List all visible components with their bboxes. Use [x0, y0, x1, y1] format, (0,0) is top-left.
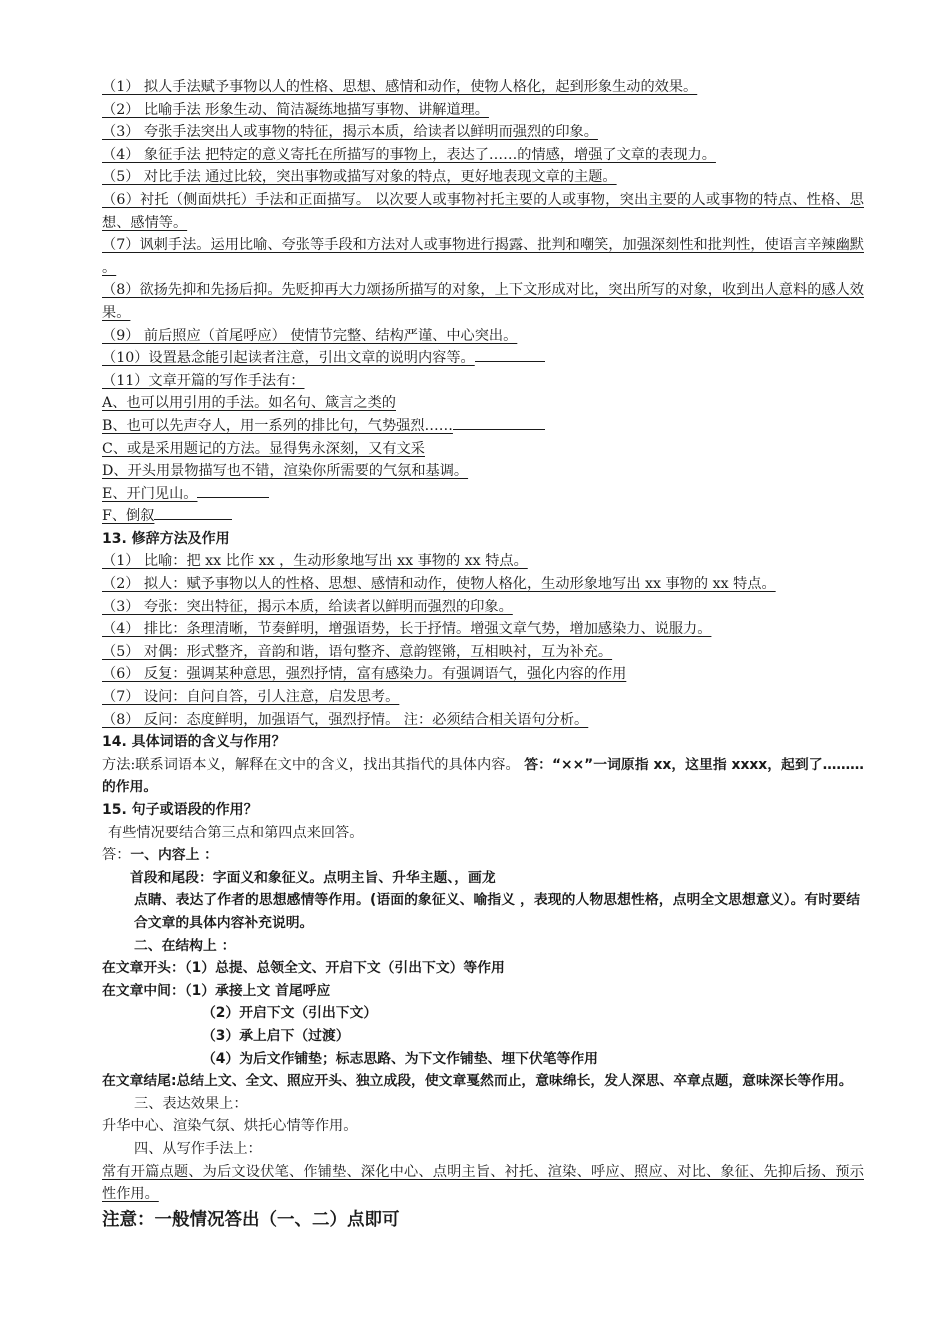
opening-text: （1）总提、总领全文、开启下文（引出下文）等作用: [184, 960, 505, 977]
answer-label: 答：: [102, 847, 131, 864]
rhetoric-item: （5） 对偶：形式整齐，音韵和谐，语句整齐、意韵铿锵，互相映衬，互为补充。: [102, 643, 613, 660]
section-15-title: 15. 句子或语段的作用？: [102, 802, 258, 818]
ending-block: [102, 1070, 864, 1093]
middle-item: （1）承接上文 首尾呼应: [184, 982, 331, 999]
blank-underline: [453, 415, 545, 430]
technique-item: （10）设置悬念能引起读者注意，引出文章的说明内容等。: [102, 350, 475, 367]
structure-heading: 二、在结构上 ：: [134, 937, 236, 954]
technique-item: （8）欲扬先抑和先扬后抑。先贬抑再大力颂扬所描写的对象，上下文形成对比，突出所写的对象，收到出人意料的感人效果。: [102, 282, 864, 321]
technique-heading: 四、从写作手法上：: [134, 1140, 262, 1157]
middle-item: （3）承上启下（过渡）: [202, 1027, 350, 1044]
opening-label: 在文章开头：: [102, 960, 185, 977]
blank-underline: [154, 505, 232, 520]
document-page: [102, 76, 864, 1231]
blank-underline: [475, 347, 545, 362]
content-text: 首段和尾段：字面义和象征义。点明主旨、升华主题、，画龙: [130, 869, 496, 886]
section-14-body: [102, 754, 864, 799]
technique-item: （7）讽刺手法。运用比喻、夸张等手段和方法对人或事物进行揭露、批判和嘲笑，加强深刻性和批判性，使语言辛辣幽默 。: [102, 237, 864, 276]
technique-item: （4） 象征手法 把特定的意义寄托在所描写的事物上，表达了……的情感，增强了文章的表现力。: [102, 146, 716, 163]
middle-label: 在文章中间：: [102, 982, 185, 999]
technique-item: （3） 夸张手法突出人或事物的特征，揭示本质，给读者以鲜明而强烈的印象。: [102, 124, 598, 141]
ending-label: 在文章结尾:: [102, 1073, 177, 1090]
technique-item: （1） 拟人手法赋予事物以人的性格、思想、感情和动作，使物人格化，起到形象生动的效果。: [102, 79, 698, 95]
technique-text: 常有开篇点题、为后文设伏笔、作铺垫、深化中心、点明主旨、衬托、渲染、呼应、照应、对比、象征、先抑后扬、预示性作用。: [102, 1163, 864, 1203]
middle-item: （4）为后文作铺垫；标志思路、为下文作铺垫、埋下伏笔等作用: [202, 1050, 598, 1067]
content-text: 点睛、表达了作者的思想感情等作用。(语面的象征义、喻指义 ，表现的人物思想性格，点明全文思想意义）。有时要结合文章的具体内容补充说明。: [134, 892, 860, 931]
section-14-method: 方法:联系词语本义，解释在文中的含义，找出其指代的具体内容。: [102, 756, 520, 773]
rhetoric-item: （3） 夸张：突出特征，揭示本质，给读者以鲜明而强烈的印象。: [102, 598, 513, 615]
opening-method: E、开门见山。: [102, 485, 198, 502]
opening-method: F、倒叙: [102, 508, 155, 525]
opening-method: B、也可以先声夺人，用一系列的排比句，气势强烈……: [102, 417, 453, 434]
middle-item: （2）开启下文（引出下文）: [202, 1005, 378, 1022]
rhetoric-item: （8） 反问：态度鲜明，加强语气，强烈抒情。 注：必须结合相关语句分析。: [102, 711, 589, 728]
ending-text: 总结上文、全文、照应开头、独立成段，使文章戛然而止，意味绵长，发人深思、卒章点题，意味深长等作用。: [176, 1073, 853, 1090]
section-13-title: 13. 修辞方法及作用: [102, 530, 230, 547]
opening-method: C、或是采用题记的方法。显得隽永深刻，又有文采: [102, 440, 425, 457]
rhetoric-item: （4） 排比：条理清晰，节奏鲜明，增强语势，长于抒情。增强文章气势，增加感染力、说服力。: [102, 621, 712, 638]
rhetoric-item: （1） 比喻：把 xx 比作 xx ，生动形象地写出 xx 事物的 xx 特点。: [102, 553, 528, 570]
section-14-answer: 答：“××”一词原指 xx，这里指 xxxx，起到了………的作用。: [102, 756, 864, 796]
technique-item: （11）文章开篇的写作手法有：: [102, 372, 305, 389]
rhetoric-item: （7） 设问：自问自答，引人注意，启发思考。: [102, 689, 400, 706]
note: 注意：一般情况答出（一、二）点即可: [102, 1209, 400, 1230]
technique-item: （2） 比喻手法 形象生动、简洁凝练地描写事物、讲解道理。: [102, 101, 489, 118]
technique-item: （9） 前后照应（首尾呼应） 使情节完整、结构严谨、中心突出。: [102, 327, 518, 344]
expression-text: 升华中心、渲染气氛、烘托心情等作用。: [102, 1118, 358, 1135]
blank-underline: [197, 483, 269, 498]
opening-method: D、开头用景物描写也不错，渲染你所需要的气氛和基调。: [102, 463, 469, 480]
opening-method: A、也可以用引用的手法。如名句、箴言之类的: [102, 395, 396, 412]
expression-heading: 三、表达效果上：: [134, 1095, 248, 1112]
content-heading: 一、内容上 ：: [130, 847, 218, 864]
technique-item: （5） 对比手法 通过比较，突出事物或描写对象的特点，更好地表现文章的主题。: [102, 169, 617, 186]
rhetoric-item: （6） 反复：强调某种意思，强烈抒情，富有感染力。有强调语气，强化内容的作用: [102, 666, 627, 683]
section-15-intro: 有些情况要结合第三点和第四点来回答。: [108, 824, 364, 841]
rhetoric-item: （2） 拟人：赋予事物以人的性格、思想、感情和动作，使物人格化，生动形象地写出 xx 事物的 xx 特点。: [102, 576, 776, 593]
technique-item: （6）衬托（侧面烘托）手法和正面描写。 以次要人或事物衬托主要的人或事物，突出主要的人或事物的特点、性格、思想、感情等。: [102, 191, 864, 231]
section-14-title: 14. 具体词语的含义与作用？: [102, 734, 286, 751]
